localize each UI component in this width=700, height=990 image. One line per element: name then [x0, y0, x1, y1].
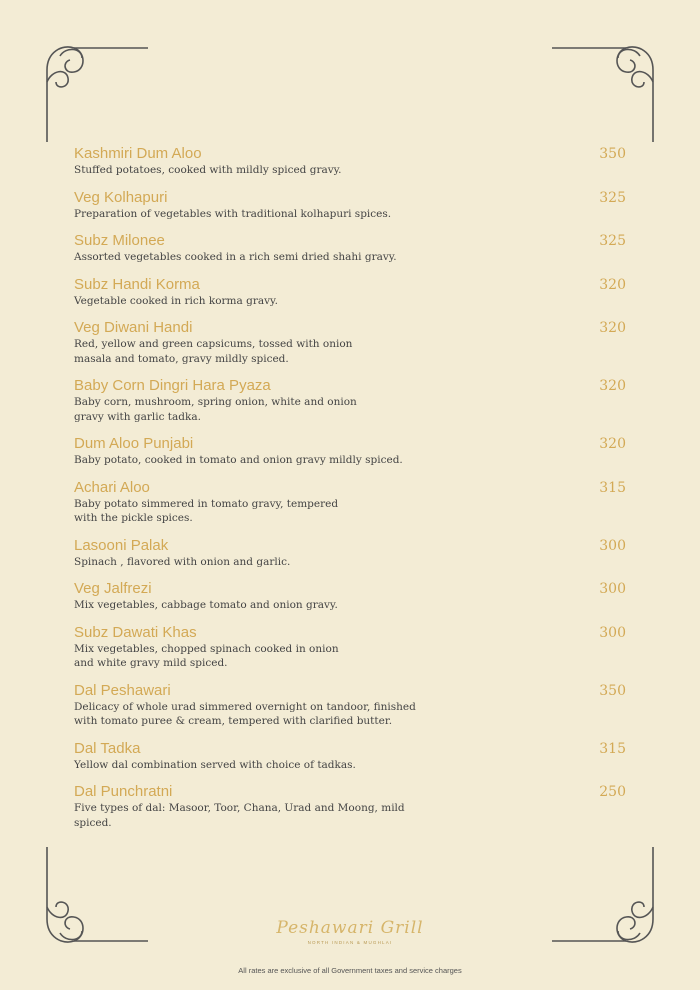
item-price: 300: [599, 581, 626, 597]
item-name: Achari Aloo: [74, 478, 150, 496]
item-description: Baby potato, cooked in tomato and onion gravy mildly spiced.: [74, 454, 403, 466]
item-price: 320: [599, 436, 626, 452]
menu-item: [74, 536, 626, 570]
item-price: 320: [599, 320, 626, 336]
menu-item: [74, 434, 626, 468]
item-price: 320: [599, 378, 626, 394]
menu-item: [74, 144, 626, 178]
item-name: Veg Diwani Handi: [74, 319, 193, 336]
item-price: 350: [599, 682, 626, 699]
menu-item: [74, 231, 626, 265]
menu-item: [74, 478, 626, 526]
item-description: Yellow dal combination served with choice of tadkas.: [74, 758, 356, 771]
item-price: 300: [599, 537, 626, 554]
item-description: Assorted vegetables cooked in a rich semi dried shahi gravy.: [74, 251, 397, 263]
menu-item: [74, 579, 626, 613]
item-description: Stuffed potatoes, cooked with mildly spiced gravy.: [74, 164, 342, 176]
item-name: Kashmiri Dum Aloo: [74, 145, 202, 162]
item-name: Dal Tadka: [74, 739, 141, 757]
corner-ornament-top-right: [548, 42, 658, 147]
item-price: 350: [599, 146, 626, 162]
item-description: Five types of dal: Masoor, Toor, Chana, Urad and Moong, mild spiced.: [74, 802, 405, 829]
item-description: Mix vegetables, chopped spinach cooked in onion and white gravy mild spiced.: [74, 642, 339, 669]
menu-item: [74, 739, 626, 773]
item-price: 325: [599, 233, 626, 249]
menu-item: [74, 782, 626, 830]
item-name: Subz Handi Korma: [74, 275, 200, 293]
menu-item: [74, 376, 626, 424]
item-name: Veg Jalfrezi: [74, 580, 152, 597]
menu-list: [74, 144, 626, 840]
item-name: Dum Aloo Punjabi: [74, 435, 194, 452]
item-description: Vegetable cooked in rich korma gravy.: [74, 294, 278, 307]
flourish-icon: [42, 42, 152, 147]
item-description: Preparation of vegetables with traditional kolhapuri spices.: [74, 207, 392, 220]
flourish-icon: [548, 42, 658, 147]
item-price: 300: [599, 624, 626, 641]
item-description: Red, yellow and green capsicums, tossed with onion masala and tomato, gravy mildly spiced.: [74, 338, 353, 365]
item-name: Subz Dawati Khas: [74, 623, 197, 641]
logo-name: Peshawari Grill: [276, 918, 424, 938]
menu-item: [74, 318, 626, 366]
menu-item: [74, 188, 626, 222]
logo-tagline: NORTH INDIAN & MUGHLAI: [307, 940, 393, 945]
item-name: Dal Peshawari: [74, 681, 171, 699]
corner-ornament-bottom-left: [42, 842, 152, 947]
footer-note: All rates are exclusive of all Government taxes and service charges: [238, 966, 462, 975]
item-description: Delicacy of whole urad simmered overnight on tandoor, finished with tomato puree & cream, tempered with clarified butter.: [74, 700, 416, 727]
item-description: Baby corn, mushroom, spring onion, white and onion gravy with garlic tadka.: [74, 396, 357, 423]
menu-item: [74, 275, 626, 309]
corner-ornament-bottom-right: [548, 842, 658, 947]
item-price: 315: [599, 740, 626, 757]
item-name: Dal Punchratni: [74, 783, 173, 800]
flourish-icon: [42, 842, 152, 947]
item-description: Baby potato simmered in tomato gravy, tempered with the pickle spices.: [74, 497, 339, 524]
item-name: Lasooni Palak: [74, 536, 169, 554]
item-price: 325: [599, 189, 626, 206]
menu-item: [74, 681, 626, 729]
item-price: 320: [599, 276, 626, 293]
item-price: 250: [599, 784, 626, 800]
menu-item: [74, 623, 626, 671]
item-name: Veg Kolhapuri: [74, 188, 168, 206]
item-description: Spinach , flavored with onion and garlic.: [74, 555, 291, 568]
item-description: Mix vegetables, cabbage tomato and onion gravy.: [74, 599, 338, 611]
restaurant-logo: [270, 918, 430, 945]
flourish-icon: [548, 842, 658, 947]
item-name: Baby Corn Dingri Hara Pyaza: [74, 377, 271, 394]
item-name: Subz Milonee: [74, 232, 165, 249]
item-price: 315: [599, 479, 626, 496]
corner-ornament-top-left: [42, 42, 152, 147]
